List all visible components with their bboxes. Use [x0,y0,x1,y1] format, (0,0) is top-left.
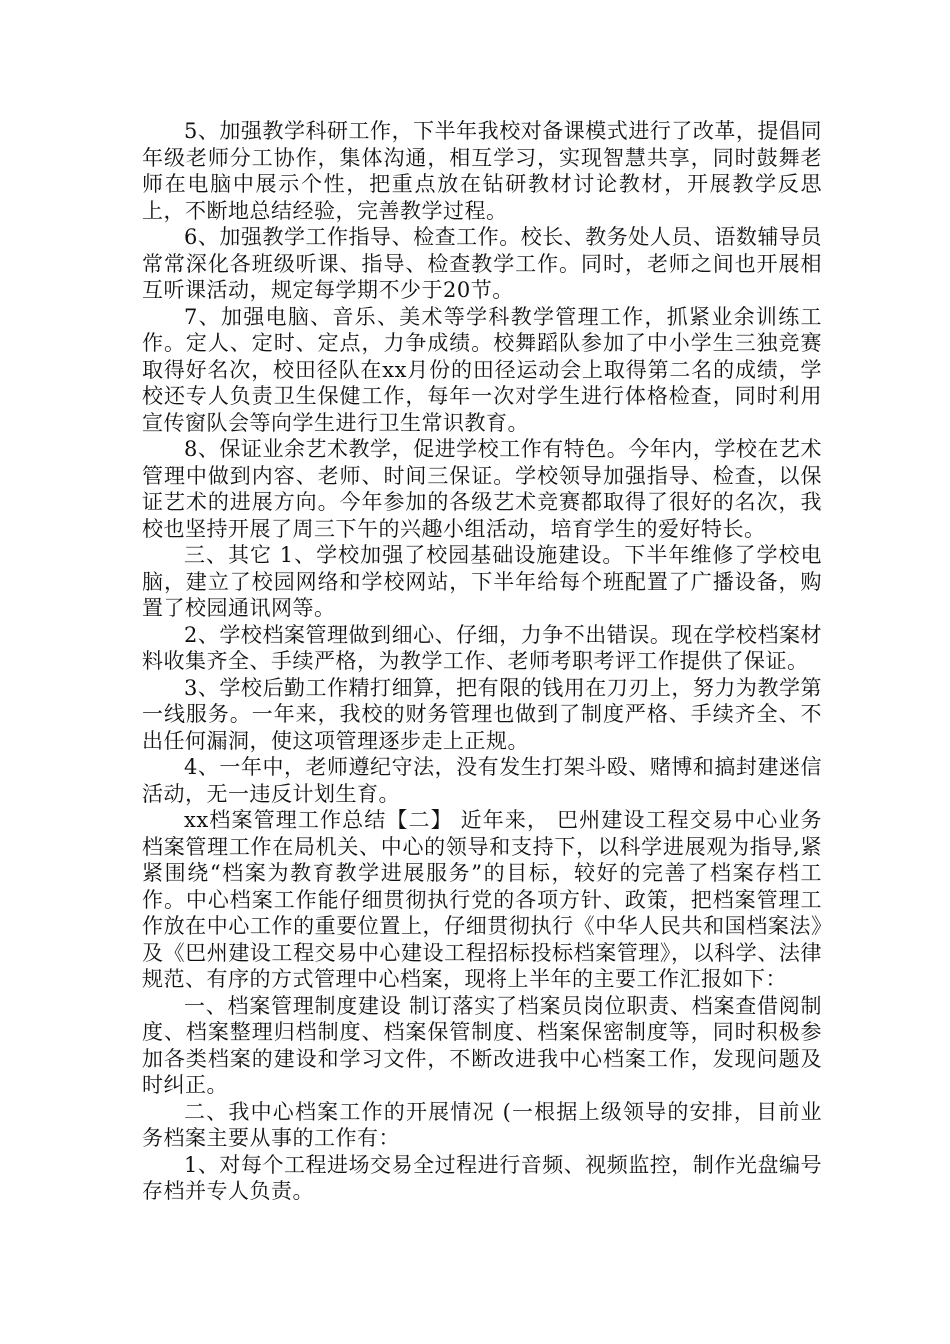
paragraph-archive-management: 2、学校档案管理做到细心、仔细，力争不出错误。现在学校档案材料收集齐全、手续严格，为教学工作、老师考职考评工作提供了保证。 [142,622,822,673]
paragraph-art-teaching: 8、保证业余艺术教学，促进学校工作有特色。今年内，学校在艺术管理中做到内容、老师、时间三保证。学校领导加强指导、检查，以保证艺术的进展方向。今年参加的各级艺术竞赛都取得了很好的名次，我校也坚持开展了周三下午的兴趣小组活动，培育学生的爱好特长。 [142,437,822,541]
paragraph-teaching-inspection: 6、加强教学工作指导、检查工作。校长、教务处人员、语数辅导员常常深化各班级听课、指导、检查教学工作。同时，老师之间也开展相互听课活动，规定每学期不少于20节。 [142,225,822,302]
paragraph-archive-work-status: 二、我中心档案工作的开展情况 (一根据上级领导的安排，目前业务档案主要从事的工作有： [142,1099,822,1150]
paragraph-subject-management: 7、加强电脑、音乐、美术等学科教学管理工作，抓紧业余训练工作。定人、定时、定点，力争成绩。校舞蹈队参加了中小学生三独竞赛取得好名次，校田径队在xx月份的田径运动会上取得第二名的成绩，学校还专人负责卫生保健工作，每年一次对学生进行体格检查，同时利用宣传窗队会等向学生进行卫生常识教育。 [142,304,822,435]
document-body [142,118,822,1205]
paragraph-discipline: 4、一年中，老师遵纪守法，没有发生打架斗殴、赌博和搞封建迷信活动，无一违反计划生育。 [142,755,822,806]
paragraph-other-infrastructure: 三、其它 1、学校加强了校园基础设施建设。下半年维修了学校电脑，建立了校园网络和学校网站，下半年给每个班配置了广播设备，购置了校园通讯网等。 [142,543,822,620]
paragraph-logistics: 3、学校后勤工作精打细算，把有限的钱用在刀刃上，努力为教学第一线服务。一年来，我校的财务管理也做到了制度严格、手续齐全、不出任何漏洞，使这项管理逐步走上正规。 [142,675,822,753]
paragraph-archive-system: 一、档案管理制度建设 制订落实了档案员岗位职责、档案查借阅制度、档案整理归档制度、档案保管制度、档案保密制度等，同时积极参加各类档案的建设和学习文件，不断改进我中心档案工作，发现问题及时纠正。 [142,993,822,1097]
paragraph-monitoring: 1、对每个工程进场交易全过程进行音频、视频监控，制作光盘编号存档并专人负责。 [142,1152,822,1203]
paragraph-archive-summary-two: xx档案管理工作总结【二】 近年来， 巴州建设工程交易中心业务档案管理工作在局机关、中心的领导和支持下，以科学进展观为指导,紧紧围绕“档案为教育教学进展服务”的目标，较好的完善了档案存档工作。中心档案工作能仔细贯彻执行党的各项方针、政策，把档案管理工作放在中心工作的重要位置上，仔细贯彻执行《中华人民共和国档案法》及《巴州建设工程交易中心建设工程招标投标档案管理》，以科学、法律规范、有序的方式管理中心档案，现将上半年的主要工作汇报如下： [142,808,822,991]
paragraph-teaching-research: 5、加强教学科研工作，下半年我校对备课模式进行了改革，提倡同年级老师分工协作，集体沟通，相互学习，实现智慧共享，同时鼓舞老师在电脑中展示个性，把重点放在钻研教材讨论教材，开展教学反思上，不断地总结经验，完善教学过程。 [142,119,822,223]
